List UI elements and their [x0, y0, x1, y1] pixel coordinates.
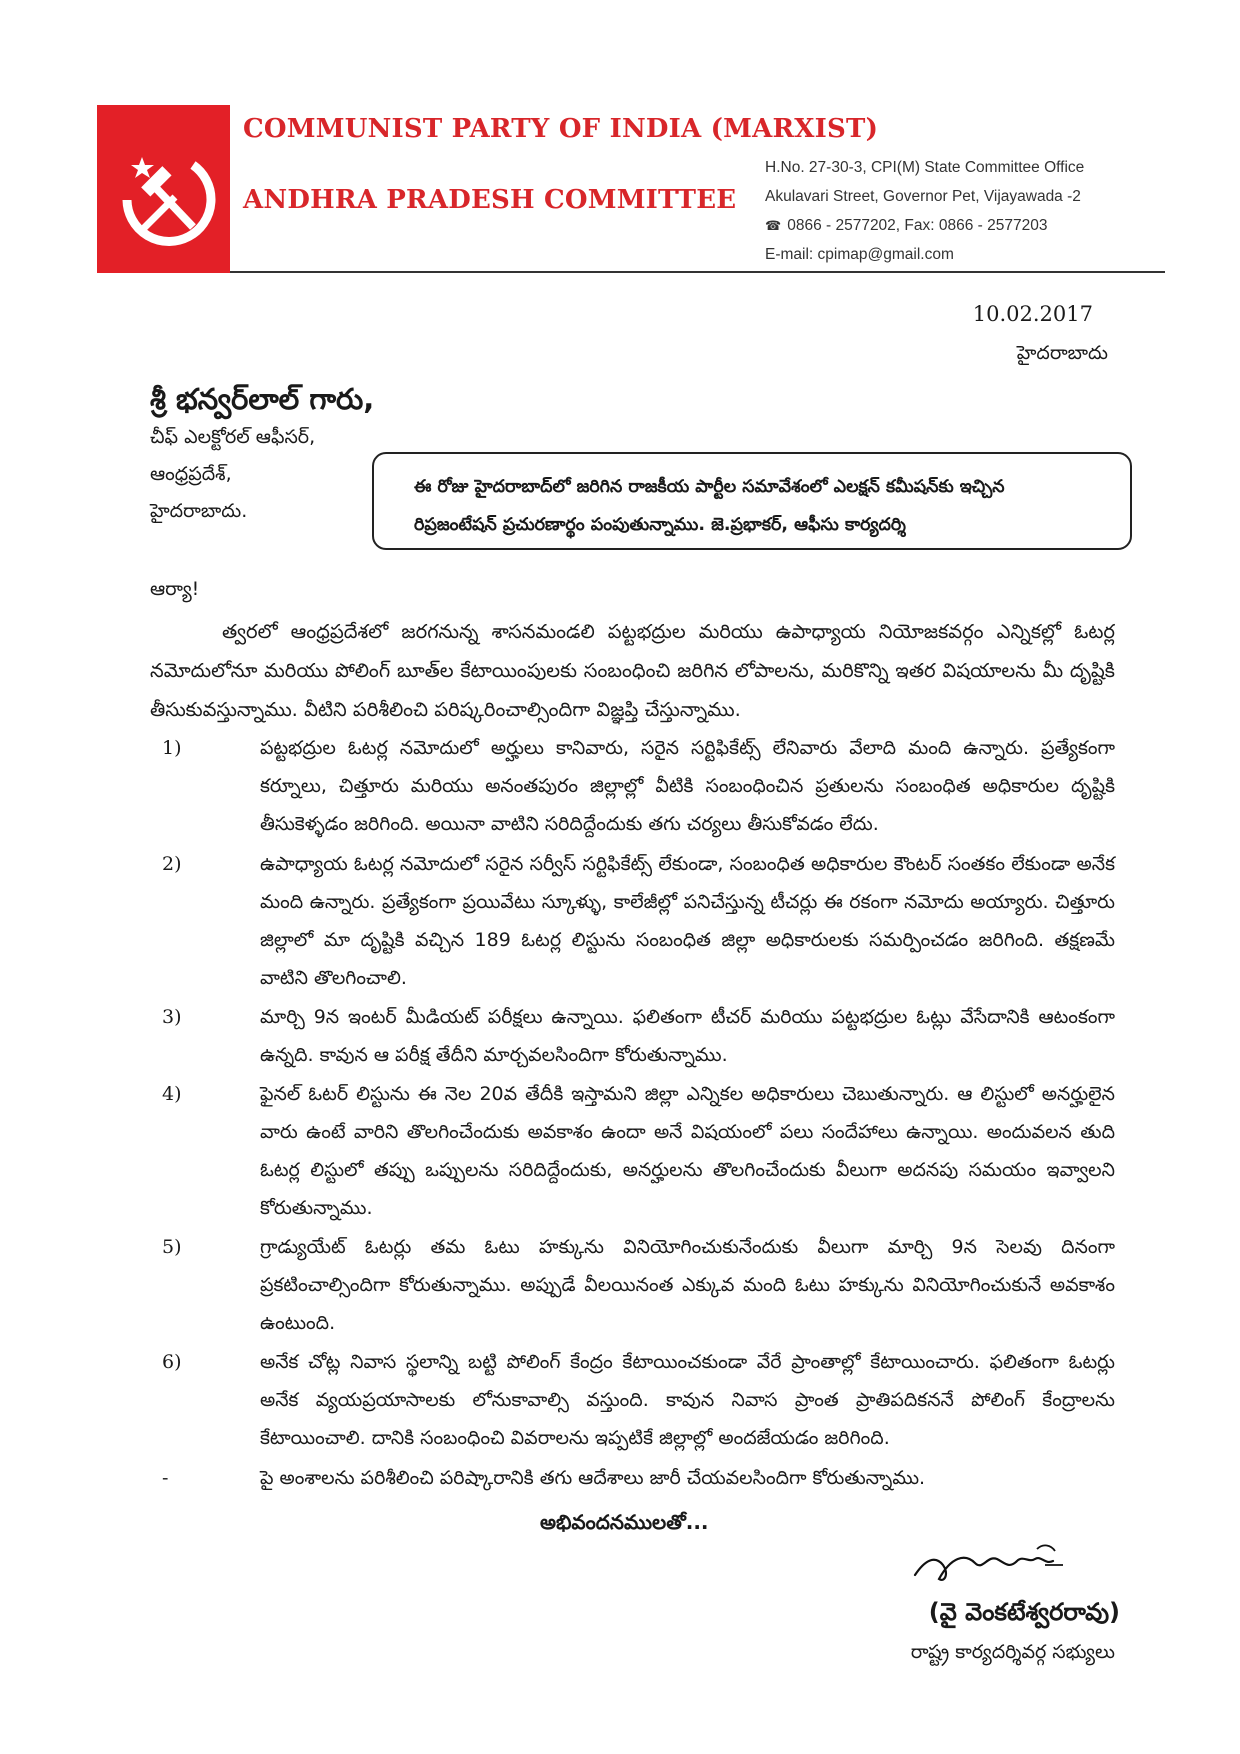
list-item: [150, 1228, 1115, 1342]
letter-place: హైదరాబాదు: [1016, 342, 1108, 364]
committee-name: ANDHRA PRADESH COMMITTEE: [243, 185, 737, 215]
party-logo: [97, 105, 230, 273]
list-item: [150, 729, 1115, 843]
phone-text: 0866 - 2577202, Fax: 0866 - 2577203: [787, 217, 1048, 234]
hammer-sickle-star-icon: [97, 105, 230, 273]
press-note-box: [372, 452, 1132, 550]
list-item-text: ఉపాధ్యాయ ఓటర్ల నమోదులో సరైన సర్వీస్ సర్టిఫికేట్స్ లేకుండా, సంబంధిత అధికారుల కౌంటర్ సంతకం లేకుండా అనేక మంది ఉన్నారు. ప్రత్యేకంగా ప్రయివేటు స్కూళ్ళు, కాలేజీల్లో పనిచేస్తున్న టీచర్లు ఈ రకంగా నమోదు అయ్యారు. చిత్తూరు జిల్లాలో మా దృష్టికి వచ్చిన 189 ఓటర్ల లిస్టును సంబంధిత జిల్లా అధికారులకు సమర్పించడం జరిగింది. తక్షణమే వాటిని తొలగించాలి.: [260, 853, 1115, 989]
addressee-state: ఆంధ్రప్రదేశ్,: [150, 463, 232, 485]
salutation: ఆర్యా!: [150, 578, 200, 600]
addressee-city: హైదరాబాదు.: [150, 500, 248, 522]
closing-text: పై అంశాలను పరిశీలించి పరిష్కారానికి తగు ఆదేశాలు జారీ చేయవలసిందిగా కోరుతున్నాము.: [260, 1467, 926, 1489]
list-item-text: ఫైనల్ ఓటర్ లిస్టును ఈ నెల 20వ తేదీకి ఇస్తామని జిల్లా ఎన్నికల అధికారులు చెబుతున్నారు. ఆ లిస్టులో అనర్హులైన వారు ఉంటే వారిని తొలగించేందుకు అవకాశం ఉందా అనే విషయంలో పలు సందేహాలు ఉన్నాయి. అందువలన తుది ఓటర్ల లిస్టులో తప్పు ఒప్పులను సరిదిద్దేందుకు, అనర్హులను తొలగించేందుకు వీలుగా అదనపు సమయం ఇవ్వాలని కోరుతున్నాము.: [260, 1083, 1115, 1219]
list-item-text: అనేక చోట్ల నివాస స్థలాన్ని బట్టి పోలింగ్ కేంద్రం కేటాయించకుండా వేరే ప్రాంతాల్లో కేటాయించారు. ఫలితంగా ఓటర్లు అనేక వ్యయప్రయాసాలకు లోనుకావాల్సి వస్తుంది. కావున నివాస ప్రాంత ప్రాతిపదికననే పోలింగ్ కేంద్రాలను కేటాయించాలి. దానికి సంబంధించి వివరాలను ఇప్పటికే జిల్లాల్లో అందజేయడం జరిగింది.: [260, 1351, 1115, 1449]
letterhead-divider: [230, 271, 1165, 273]
press-note-line2: రిప్రజంటేషన్ ప్రచురణార్థం పంపుతున్నాము. జె.ప్రభాకర్, ఆఫీసు కార్యదర్శి: [414, 515, 906, 535]
press-note-line1: ఈ రోజు హైదరాబాద్‌లో జరిగిన రాజకీయ పార్టీల సమావేశంలో ఎలక్షన్ కమీషన్‌కు ఇచ్చిన: [414, 477, 1005, 497]
list-item-text: గ్రాడ్యుయేట్ ఓటర్లు తమ ఓటు హక్కును వినియోగించుకునేందుకు వీలుగా మార్చి 9న సెలవు దినంగా ప్రకటించాల్సిందిగా కోరుతున్నాము. అప్పుడే వీలయినంత ఎక్కువ మంది ఓటు హక్కును వినియోగించుకునే అవకాశం ఉంటుంది.: [260, 1236, 1115, 1334]
closing-dash: -: [162, 1467, 169, 1489]
list-item: [150, 1343, 1115, 1457]
list-item-text: మార్చి 9న ఇంటర్ మీడియట్ పరీక్షలు ఉన్నాయి. ఫలితంగా టీచర్ మరియు పట్టభద్రుల ఓట్లు వేసేదానికి ఆటంకంగా ఉన్నది. కావున ఆ పరీక్ష తేదీని మార్చవలసిందిగా కోరుతున్నాము.: [260, 1006, 1115, 1066]
list-item-text: పట్టభద్రుల ఓటర్ల నమోదులో అర్హులు కానివారు, సరైన సర్టిఫికేట్స్ లేనివారు వేలాది మంది ఉన్నారు. ప్రత్యేకంగా కర్నూలు, చిత్తూరు మరియు అనంతపురం జిల్లాల్లో వీటికి సంబంధించిన ప్రతులను సంబంధిత అధికారుల దృష్టికి తీసుకెళ్ళడం జరిగింది. అయినా వాటిని సరిదిద్దేందుకు తగు చర్యలు తీసుకోవడం లేదు.: [260, 737, 1115, 835]
intro-paragraph: త్వరలో ఆంధ్రప్రదేశలో జరగనున్న శాసనమండలి పట్టభద్రుల మరియు ఉపాధ్యాయ నియోజకవర్గం ఎన్నికల్లో ఓటర్ల నమోదులోనూ మరియు పోలింగ్ బూత్‌ల కేటాయింపులకు సంబంధించి జరిగిన లోపాలను, మరికొన్ని ఇతర విషయాలను మీ దృష్టికి తీసుకువస్తున్నాము. వీటిని పరిశీలించి పరిష్కరించాల్సిందిగా విజ్ఞప్తి చేస్తున్నాము.: [150, 620, 1115, 721]
list-item-number: 2): [162, 853, 182, 875]
list-item-number: 4): [162, 1083, 182, 1105]
list-item: [150, 1075, 1115, 1227]
list-item-number: 3): [162, 1006, 182, 1028]
office-address-line2: Akulavari Street, Governor Pet, Vijayawada -2: [765, 188, 1081, 205]
list-item-number: 5): [162, 1236, 182, 1258]
office-email: E-mail: cpimap@gmail.com: [765, 246, 954, 263]
regards-line: అభివందనములతో...: [540, 1510, 709, 1534]
list-item-number: 6): [162, 1351, 182, 1373]
office-phone: [765, 217, 1047, 235]
signatory-title: రాష్ట్ర కార్యదర్శివర్గ సభ్యులు: [910, 1641, 1115, 1663]
office-address-line1: H.No. 27-30-3, CPI(M) State Committee Office: [765, 159, 1085, 176]
signatory-name: (వై వెంకటేశ్వరరావు): [928, 1598, 1120, 1626]
telephone-icon: ☎: [765, 218, 782, 233]
list-item: [150, 998, 1115, 1074]
party-name: COMMUNIST PARTY OF INDIA (MARXIST): [243, 114, 879, 144]
addressee-designation: చీఫ్ ఎలక్టోరల్ ఆఫీసర్,: [150, 426, 316, 448]
letter-date: 10.02.2017: [972, 302, 1093, 326]
addressee-name: శ్రీ భన్వర్‌లాల్ గారు,: [150, 382, 375, 416]
handwritten-signature: [905, 1535, 1075, 1594]
list-item-number: 1): [162, 737, 182, 759]
list-item: [150, 845, 1115, 997]
closing-request: [150, 1459, 1115, 1497]
